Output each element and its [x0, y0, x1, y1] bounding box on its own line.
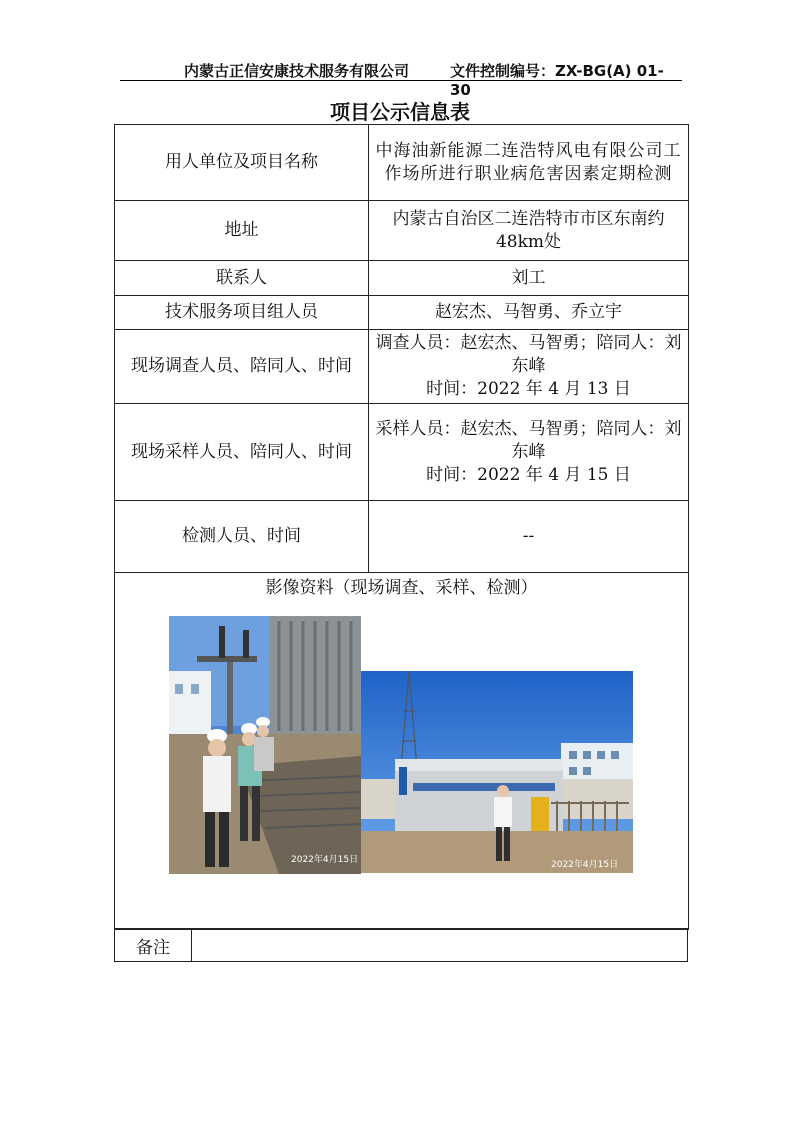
row-label: 现场采样人员、陪同人、时间	[115, 404, 369, 501]
notes-value	[192, 929, 688, 962]
site-entrance-photo-illustration	[361, 671, 633, 873]
row-value	[369, 330, 689, 404]
table-row	[115, 261, 689, 296]
photo1-timestamp: 2022年4月15日	[291, 855, 359, 865]
row-value: --	[369, 501, 689, 573]
table-row	[115, 296, 689, 330]
info-table	[114, 124, 689, 930]
survey-date: 时间：2022 年 4 月 13 日	[426, 379, 631, 399]
sampling-people: 采样人员：赵宏杰、马智勇；陪同人：刘东峰	[375, 418, 682, 462]
table-row	[115, 929, 688, 962]
notes-table	[114, 928, 688, 962]
photos-cell	[115, 573, 689, 930]
row-label: 地址	[115, 201, 369, 261]
row-value: 刘工	[369, 261, 689, 296]
sampling-date: 时间：2022 年 4 月 15 日	[426, 464, 631, 485]
table-row	[115, 201, 689, 261]
row-value: 赵宏杰、马智勇、乔立宇	[369, 296, 689, 330]
notes-label: 备注	[115, 929, 192, 962]
row-label: 用人单位及项目名称	[115, 125, 369, 201]
page-title: 项目公示信息表	[330, 100, 470, 124]
row-label: 检测人员、时间	[115, 501, 369, 573]
row-label: 现场调查人员、陪同人、时间	[115, 330, 369, 404]
row-label: 技术服务项目组人员	[115, 296, 369, 330]
table-row	[115, 125, 689, 201]
row-value: 中海油新能源二连浩特风电有限公司工作场所进行职业病危害因素定期检测	[369, 125, 689, 201]
table-row	[115, 501, 689, 573]
substation-photo-illustration	[169, 616, 361, 874]
table-row	[115, 330, 689, 404]
header-rule	[120, 80, 682, 81]
doc-control-code: 文件控制编号：ZX-BG(A) 01-30	[450, 62, 664, 99]
site-survey-photo	[169, 616, 361, 874]
survey-people: 调查人员：赵宏杰、马智勇；陪同人：刘东峰	[375, 333, 682, 376]
page-header	[120, 60, 680, 99]
photo2-timestamp: 2022年4月15日	[551, 860, 619, 870]
row-value: 内蒙古自治区二连浩特市市区东南约48km处	[369, 201, 689, 261]
row-value	[369, 404, 689, 501]
photos-row	[115, 573, 689, 930]
company-name: 内蒙古正信安康技术服务有限公司	[184, 62, 410, 80]
site-sampling-photo	[361, 671, 633, 873]
photos-section-title: 影像资料（现场调查、采样、检测）	[265, 578, 538, 598]
row-label: 联系人	[115, 261, 369, 296]
table-row	[115, 404, 689, 501]
